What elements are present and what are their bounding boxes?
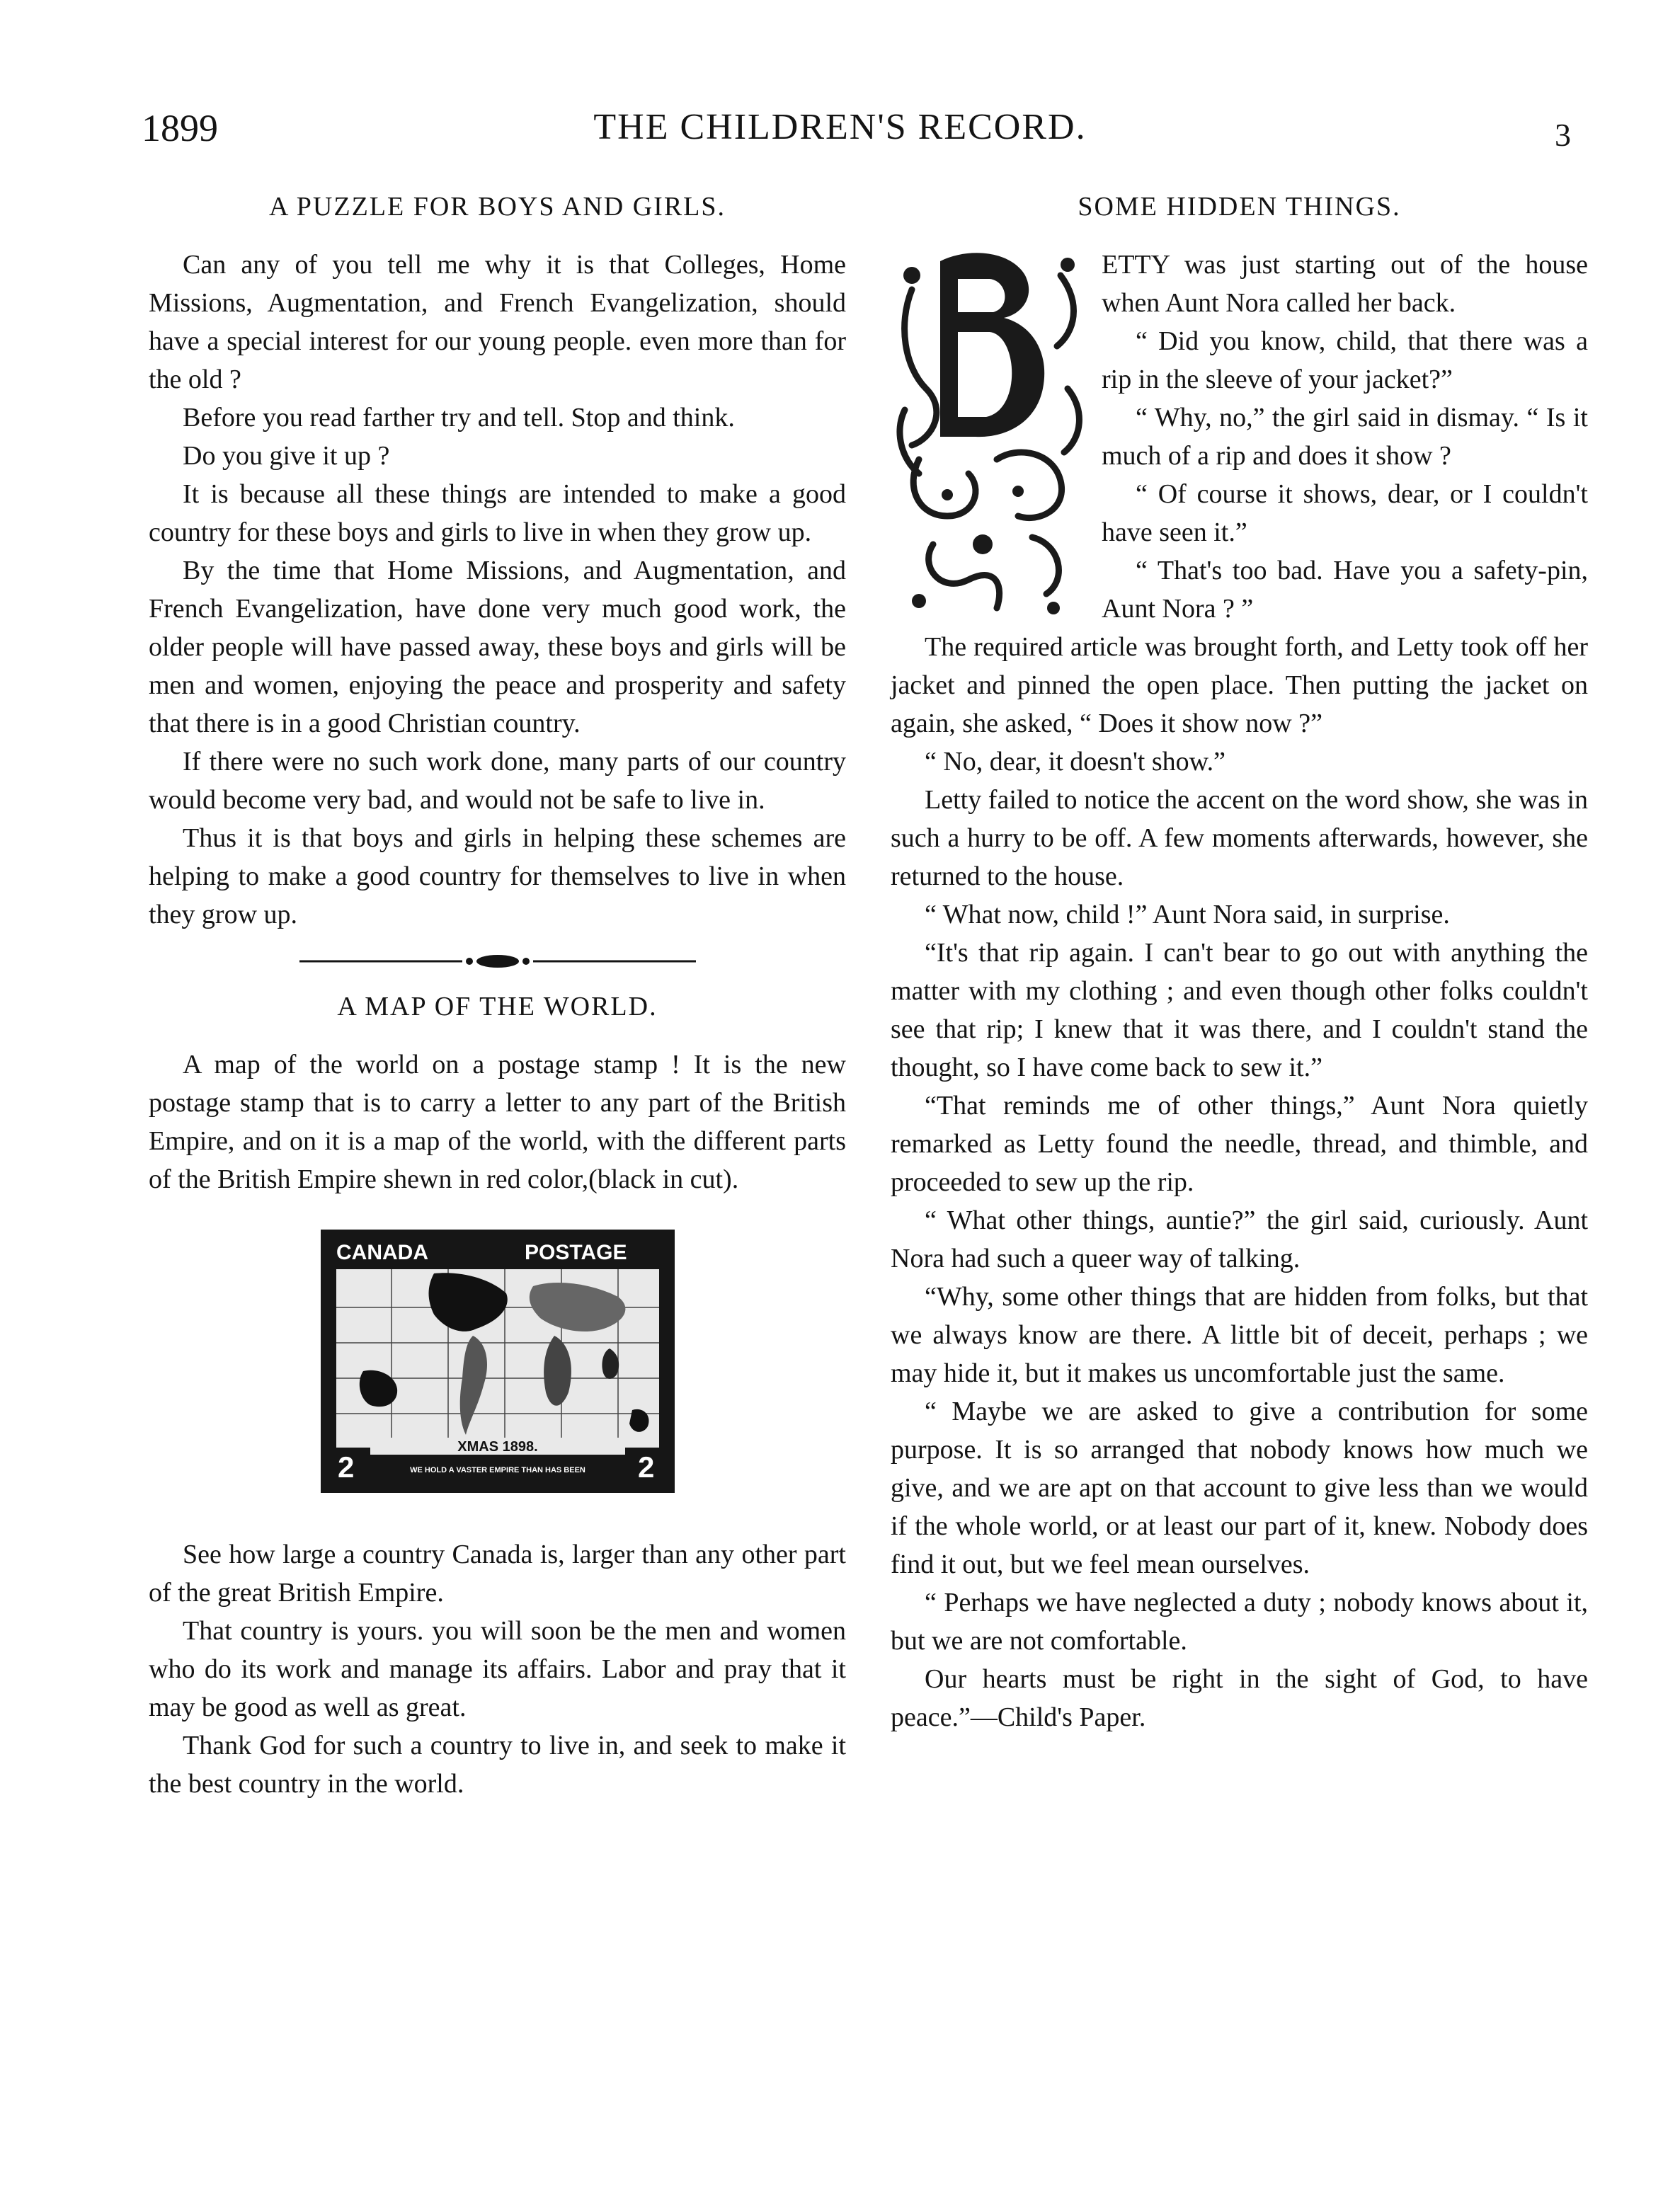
story-paragraph: ETTY was just starting out of the house when Aunt Nora called her back. (1102, 250, 1588, 318)
map-paragraph: See how large a country Canada is, larger than any other part of the great British Empire. (149, 1540, 846, 1608)
decorative-letter-b-icon (891, 247, 1090, 624)
story-paragraph: “Why, some other things that are hidden from folks, but that we always know are there. A little bit of deceit, perhaps ; we may hide it, but it makes us uncomfortable just the same. (891, 1282, 1588, 1388)
puzzle-paragraph: Before you read farther try and tell. Stop and think. (183, 403, 735, 433)
story-paragraph: Our hearts must be right in the sight of God, to have peace.”—Child's Paper. (891, 1664, 1588, 1732)
story-paragraph: “ That's too bad. Have you a safety-pin, Aunt Nora ? ” (1102, 556, 1588, 624)
puzzle-paragraph: If there were no such work done, many parts of our country would become very bad, and would not be safe to live in. (149, 747, 846, 815)
map-paragraph: That country is yours. you will soon be the men and women who do its work and manage its affairs. Labor and pray that it may be good as well as great. (149, 1616, 846, 1722)
stamp-postage-text: POSTAGE (524, 1241, 627, 1264)
map-paragraph: Thank God for such a country to live in, and seek to make it the best country in the world. (149, 1731, 846, 1799)
story-paragraph: “It's that rip again. I can't bear to go out with anything the matter with my clothing ; and even though other folks couldn't see that rip; I knew that it was there, and I couldn't stand the thought, so I have come back to sew it.” (891, 938, 1588, 1082)
hidden-things-heading: SOME HIDDEN THINGS. (1078, 192, 1401, 222)
story-paragraph: “ Of course it shows, dear, or I couldn't have seen it.” (1102, 479, 1588, 547)
section-divider-ornament (299, 953, 696, 969)
story-paragraph: “That reminds me of other things,” Aunt Nora quietly remarked as Letty found the needle, thread, and thimble, and proceeded to sew up the rip. (891, 1091, 1588, 1197)
stamp-country-text: CANADA (336, 1241, 428, 1264)
puzzle-paragraph: Do you give it up ? (183, 441, 390, 471)
puzzle-paragraph: By the time that Home Missions, and Augmentation, and French Evangelization, have done very much good work, the older people will have passed away, these boys and girls will be men and women, enjoying the peace and prosperity and safety that there is in a good Christian country. (149, 556, 846, 738)
puzzle-paragraph: It is because all these things are intended to make a good country for these boys and girls to live in when they grow up. (149, 479, 846, 547)
puzzle-heading: A PUZZLE FOR BOYS AND GIRLS. (268, 192, 726, 222)
stamp-motto-text: WE HOLD A VASTER EMPIRE THAN HAS BEEN (409, 1466, 585, 1474)
ornamental-drop-cap (891, 247, 1090, 624)
page-number: 3 (1555, 117, 1571, 153)
story-paragraph: “ What now, child !” Aunt Nora said, in surprise. (925, 900, 1450, 929)
page-header (0, 106, 1680, 163)
publication-title: THE CHILDREN'S RECORD. (593, 107, 1087, 147)
stamp-date-text: XMAS 1898. (457, 1439, 538, 1455)
world-map-stamp (321, 1230, 675, 1493)
map-heading: A MAP OF THE WORLD. (337, 992, 658, 1021)
story-paragraph: “ Maybe we are asked to give a contribution for some purpose. It is so arranged that nobody knows how much we give, and we are apt on that account to give less than we would if the whole world, or at least our part of it, knew. Nobody does find it out, but we feel mean ourselves. (891, 1397, 1588, 1579)
right-column (891, 188, 1588, 1736)
story-paragraph: “ Did you know, child, that there was a rip in the sleeve of your jacket?” (1102, 326, 1588, 394)
header-year: 1899 (142, 107, 218, 149)
postage-stamp-image (321, 1230, 675, 1493)
puzzle-paragraph: Can any of you tell me why it is that Colleges, Home Missions, Augmentation, and French Evangelization, should have a special interest for our young people. even more than for the old ? (149, 250, 846, 394)
map-intro-paragraph: A map of the world on a postage stamp ! It is the new postage stamp that is to carry a letter to any part of the British Empire, and on it is a map of the world, with the different parts of the British Empire shewn in red color,(black in cut). (149, 1050, 846, 1194)
story-paragraph: The required article was brought forth, and Letty took off her jacket and pinned the open place. Then putting the jacket on again, she asked, “ Does it show now ?” (891, 632, 1588, 738)
left-column (149, 188, 846, 1803)
stamp-value-left: 2 (337, 1450, 354, 1484)
story-paragraph: Letty failed to notice the accent on the word show, she was in such a hurry to be off. A few moments afterwards, however, she returned to the house. (891, 785, 1588, 891)
story-paragraph: “ What other things, auntie?” the girl said, curiously. Aunt Nora had such a queer way of talking. (891, 1205, 1588, 1273)
story-paragraph: “ Why, no,” the girl said in dismay. “ Is it much of a rip and does it show ? (1102, 403, 1588, 471)
story-paragraph: “ Perhaps we have neglected a duty ; nobody knows about it, but we are not comfortable. (891, 1588, 1588, 1656)
stamp-value-right: 2 (637, 1450, 654, 1484)
puzzle-paragraph: Thus it is that boys and girls in helping these schemes are helping to make a good country for themselves to live in when they grow up. (149, 823, 846, 929)
story-paragraph: “ No, dear, it doesn't show.” (925, 747, 1225, 777)
